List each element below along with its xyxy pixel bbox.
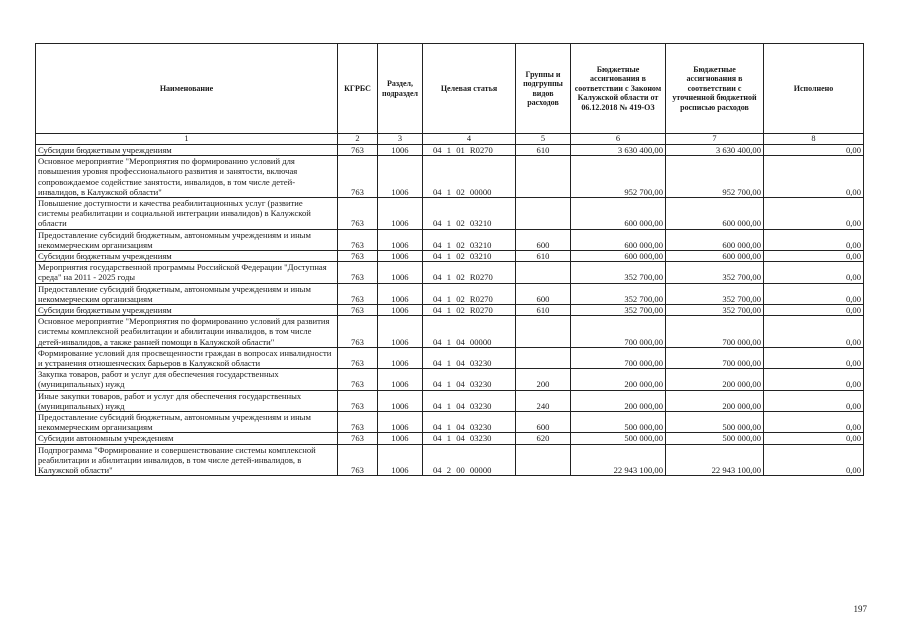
row-name: Подпрограмма "Формирование и совершенствование системы комплексной реабилитации и абилитации инвалидов, в том числе детей-инвалидов, в Калужской области"	[36, 444, 338, 476]
row-name: Основное мероприятие "Мероприятия по формированию условий для повышения уровня профессионального развития и занятости, включая сопровождаемое содействие занятости, инвалидов, в том числе детей-инвалидов, в Калужской области"	[36, 156, 338, 198]
header-refined-allocation: Бюджетные ассигнования в соответствии с уточненной бюджетной росписью расходов	[666, 44, 764, 134]
row-target-article: 04 1 02 R0270	[423, 305, 516, 316]
row-section: 1006	[378, 347, 423, 368]
row-kgrbs: 763	[338, 262, 378, 283]
table-row	[36, 390, 864, 411]
row-executed: 0,00	[764, 316, 864, 348]
row-kgrbs: 763	[338, 251, 378, 262]
row-expense-group	[516, 347, 571, 368]
row-law-allocation: 700 000,00	[571, 316, 666, 348]
row-executed: 0,00	[764, 412, 864, 433]
row-kgrbs: 763	[338, 156, 378, 198]
table-row	[36, 262, 864, 283]
row-refined-allocation: 200 000,00	[666, 369, 764, 390]
row-refined-allocation: 352 700,00	[666, 262, 764, 283]
row-refined-allocation: 700 000,00	[666, 316, 764, 348]
row-name: Повышение доступности и качества реабилитационных услуг (развитие системы реабилитации и социальной интеграции инвалидов) в Калужской области	[36, 198, 338, 230]
row-executed: 0,00	[764, 229, 864, 250]
row-kgrbs: 763	[338, 369, 378, 390]
column-number: 5	[516, 134, 571, 145]
row-refined-allocation: 600 000,00	[666, 198, 764, 230]
row-section: 1006	[378, 369, 423, 390]
row-target-article: 04 2 00 00000	[423, 444, 516, 476]
row-section: 1006	[378, 444, 423, 476]
row-law-allocation: 352 700,00	[571, 305, 666, 316]
row-expense-group: 200	[516, 369, 571, 390]
row-law-allocation: 700 000,00	[571, 347, 666, 368]
row-expense-group: 620	[516, 433, 571, 444]
row-section: 1006	[378, 262, 423, 283]
column-number: 1	[36, 134, 338, 145]
table-row	[36, 145, 864, 156]
row-executed: 0,00	[764, 305, 864, 316]
table-row	[36, 229, 864, 250]
row-refined-allocation: 600 000,00	[666, 251, 764, 262]
row-target-article: 04 1 01 R0270	[423, 145, 516, 156]
row-name: Иные закупки товаров, работ и услуг для обеспечения государственных (муниципальных) нужд	[36, 390, 338, 411]
row-section: 1006	[378, 412, 423, 433]
row-section: 1006	[378, 198, 423, 230]
row-executed: 0,00	[764, 251, 864, 262]
row-expense-group	[516, 316, 571, 348]
row-law-allocation: 200 000,00	[571, 369, 666, 390]
header-groups: Группы и подгруппы видов расходов	[516, 44, 571, 134]
row-expense-group: 610	[516, 305, 571, 316]
row-target-article: 04 1 02 03210	[423, 229, 516, 250]
row-executed: 0,00	[764, 156, 864, 198]
header-row	[36, 44, 864, 134]
row-section: 1006	[378, 305, 423, 316]
row-target-article: 04 1 04 03230	[423, 412, 516, 433]
row-name: Субсидии бюджетным учреждениям	[36, 145, 338, 156]
header-section: Раздел, подраздел	[378, 44, 423, 134]
row-expense-group: 600	[516, 283, 571, 304]
row-law-allocation: 3 630 400,00	[571, 145, 666, 156]
row-kgrbs: 763	[338, 305, 378, 316]
row-name: Предоставление субсидий бюджетным, автономным учреждениям и иным некоммерческим организациям	[36, 412, 338, 433]
row-expense-group	[516, 198, 571, 230]
row-kgrbs: 763	[338, 316, 378, 348]
column-number: 8	[764, 134, 864, 145]
row-kgrbs: 763	[338, 390, 378, 411]
row-refined-allocation: 200 000,00	[666, 390, 764, 411]
row-refined-allocation: 500 000,00	[666, 412, 764, 433]
row-executed: 0,00	[764, 433, 864, 444]
row-law-allocation: 22 943 100,00	[571, 444, 666, 476]
row-section: 1006	[378, 145, 423, 156]
row-name: Основное мероприятие "Мероприятия по формированию условий для развития системы комплексной реабилитации и абилитации инвалидов, в том числе детей-инвалидов, а также ранней помощи в Калужской области"	[36, 316, 338, 348]
row-kgrbs: 763	[338, 283, 378, 304]
row-executed: 0,00	[764, 369, 864, 390]
row-expense-group: 610	[516, 251, 571, 262]
row-refined-allocation: 952 700,00	[666, 156, 764, 198]
row-kgrbs: 763	[338, 433, 378, 444]
row-expense-group	[516, 444, 571, 476]
header-target: Целевая статья	[423, 44, 516, 134]
row-target-article: 04 1 04 03230	[423, 369, 516, 390]
row-section: 1006	[378, 390, 423, 411]
budget-table	[35, 43, 864, 476]
header-law-allocation: Бюджетные ассигнования в соответствии с Законом Калужской области от 06.12.2018 № 419-ОЗ	[571, 44, 666, 134]
column-number: 7	[666, 134, 764, 145]
row-section: 1006	[378, 283, 423, 304]
row-name: Закупка товаров, работ и услуг для обеспечения государственных (муниципальных) нужд	[36, 369, 338, 390]
row-kgrbs: 763	[338, 347, 378, 368]
row-expense-group: 610	[516, 145, 571, 156]
row-law-allocation: 600 000,00	[571, 251, 666, 262]
row-refined-allocation: 600 000,00	[666, 229, 764, 250]
row-law-allocation: 952 700,00	[571, 156, 666, 198]
row-target-article: 04 1 04 00000	[423, 316, 516, 348]
table-row	[36, 444, 864, 476]
row-expense-group	[516, 262, 571, 283]
row-refined-allocation: 22 943 100,00	[666, 444, 764, 476]
row-kgrbs: 763	[338, 145, 378, 156]
table-row	[36, 347, 864, 368]
row-target-article: 04 1 04 03230	[423, 433, 516, 444]
header-executed: Исполнено	[764, 44, 864, 134]
row-name: Предоставление субсидий бюджетным, автономным учреждениям и иным некоммерческим организациям	[36, 283, 338, 304]
row-kgrbs: 763	[338, 229, 378, 250]
table-row	[36, 316, 864, 348]
column-number-row	[36, 134, 864, 145]
header-name: Наименование	[36, 44, 338, 134]
row-target-article: 04 1 02 R0270	[423, 262, 516, 283]
row-kgrbs: 763	[338, 412, 378, 433]
column-number: 4	[423, 134, 516, 145]
row-law-allocation: 500 000,00	[571, 412, 666, 433]
row-refined-allocation: 352 700,00	[666, 283, 764, 304]
row-law-allocation: 352 700,00	[571, 262, 666, 283]
row-target-article: 04 1 02 R0270	[423, 283, 516, 304]
header-kgrbs: КГРБС	[338, 44, 378, 134]
row-expense-group: 600	[516, 412, 571, 433]
row-expense-group: 240	[516, 390, 571, 411]
row-target-article: 04 1 02 03210	[423, 251, 516, 262]
row-target-article: 04 1 04 03230	[423, 347, 516, 368]
row-name: Субсидии бюджетным учреждениям	[36, 305, 338, 316]
table-row	[36, 305, 864, 316]
row-section: 1006	[378, 156, 423, 198]
row-section: 1006	[378, 229, 423, 250]
row-name: Формирование условий для просвещенности граждан в вопросах инвалидности и устранения отношенческих барьеров в Калужской области	[36, 347, 338, 368]
row-law-allocation: 352 700,00	[571, 283, 666, 304]
row-name: Предоставление субсидий бюджетным, автономным учреждениям и иным некоммерческим организациям	[36, 229, 338, 250]
row-section: 1006	[378, 433, 423, 444]
row-law-allocation: 600 000,00	[571, 198, 666, 230]
table-row	[36, 283, 864, 304]
row-executed: 0,00	[764, 390, 864, 411]
row-expense-group	[516, 156, 571, 198]
row-law-allocation: 200 000,00	[571, 390, 666, 411]
row-executed: 0,00	[764, 145, 864, 156]
row-kgrbs: 763	[338, 444, 378, 476]
row-section: 1006	[378, 251, 423, 262]
row-target-article: 04 1 02 00000	[423, 156, 516, 198]
row-refined-allocation: 352 700,00	[666, 305, 764, 316]
row-executed: 0,00	[764, 347, 864, 368]
row-name: Мероприятия государственной программы Российской Федерации "Доступная среда" на 2011 - 2025 годы	[36, 262, 338, 283]
row-expense-group: 600	[516, 229, 571, 250]
row-target-article: 04 1 04 03230	[423, 390, 516, 411]
table-row	[36, 369, 864, 390]
table-row	[36, 433, 864, 444]
row-refined-allocation: 700 000,00	[666, 347, 764, 368]
row-executed: 0,00	[764, 262, 864, 283]
table-row	[36, 251, 864, 262]
row-executed: 0,00	[764, 444, 864, 476]
row-name: Субсидии автономным учреждениям	[36, 433, 338, 444]
table-row	[36, 412, 864, 433]
page-number: 197	[853, 604, 867, 614]
row-executed: 0,00	[764, 283, 864, 304]
row-executed: 0,00	[764, 198, 864, 230]
column-number: 2	[338, 134, 378, 145]
row-refined-allocation: 500 000,00	[666, 433, 764, 444]
row-name: Субсидии бюджетным учреждениям	[36, 251, 338, 262]
row-law-allocation: 600 000,00	[571, 229, 666, 250]
row-section: 1006	[378, 316, 423, 348]
row-kgrbs: 763	[338, 198, 378, 230]
column-number: 6	[571, 134, 666, 145]
table-row	[36, 198, 864, 230]
row-refined-allocation: 3 630 400,00	[666, 145, 764, 156]
row-law-allocation: 500 000,00	[571, 433, 666, 444]
table-row	[36, 156, 864, 198]
row-target-article: 04 1 02 03210	[423, 198, 516, 230]
column-number: 3	[378, 134, 423, 145]
